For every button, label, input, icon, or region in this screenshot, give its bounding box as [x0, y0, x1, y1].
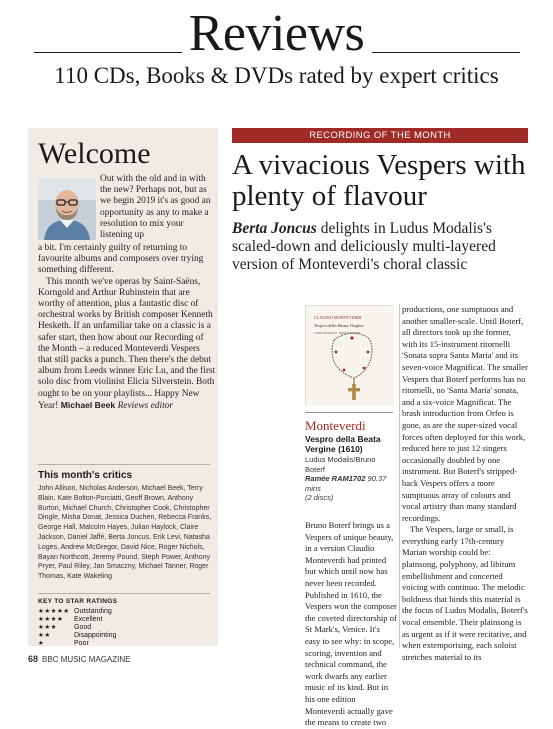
star-icon: ★★ [38, 632, 51, 639]
masthead [0, 0, 553, 100]
star-icon: ★ [38, 640, 45, 647]
ratings-divider [38, 593, 210, 594]
cd-info-divider [305, 412, 393, 413]
cd-discs: (2 discs) [305, 493, 334, 502]
welcome-body [38, 243, 216, 412]
welcome-paragraph-2-text: This month we've operas by Saint-Saëns, Korngold and Arthur Rubinstein that are worthy of attention, plus a fantastic disc of orchestral works by British composer Kenneth Hesketh. If an unfamiliar take on a classic is a safer start, then how about our Recording of the Month – a reduced Monteverdi Vespers that still packs a punch. Then there's the debut album from Leeds winner Eric Lu, and the first solo disc from violinist Elicia Silverstein. Both ought to be on your playlists... Happy New Year! [38, 276, 216, 411]
critics-list: John Allison, Nicholas Anderson, Michael Beek, Terry Blain, Kate Bolton-Porciatti, Geoff Brown, Anthony Burton, Michael Church, Christopher Cook, Christopher Dingle, Misha Donat, Jessica Duchen, Rebecca Franks, George Hall, Malcolm Hayes, Julian Haylock, Claire Jackson, Daniel Jaffé, Berta Joncus, Erik Levi, Natasha Loges, Andrew McGregor, David Nice, Roger Nichols, Bayan Northcott, Jeremy Pound, Steph Power, Anthony Pryer, Paul Riley, Jan Smaczny, Michael Tanner, Roger Thomas, Kate Wakeling [38, 485, 212, 581]
cover-composer: CLAUDIO MONTEVERDI [314, 315, 362, 320]
rating-label: Disappointing [74, 632, 117, 639]
welcome-paragraph-2 [38, 277, 216, 412]
album-cover-art [306, 306, 394, 406]
editor-portrait [38, 178, 96, 240]
star-icon: ★★★★★ [38, 608, 70, 615]
critics-heading: This month's critics [38, 470, 133, 481]
page-number: 68 [28, 654, 39, 664]
cover-work: Vespro della Beata Vergine [314, 323, 364, 328]
review-standfirst [232, 220, 528, 274]
cd-duration: 90.37 mins [305, 474, 387, 493]
rating-row [38, 640, 89, 648]
welcome-heading: Welcome [38, 137, 151, 170]
rating-label: Good [74, 624, 92, 631]
cd-label: Ramée RAM1702 [305, 474, 366, 483]
standfirst-text: delights in Ludus Modalis's scaled-down and deliciously multi-layered version of Monteverdi's choral classic [232, 220, 496, 273]
column-separator [399, 304, 400, 648]
page-footer [28, 654, 130, 664]
cd-composer: Monteverdi [305, 418, 366, 433]
star-icon: ★★★ [38, 624, 57, 631]
recording-of-month-banner: RECORDING OF THE MONTH [232, 128, 528, 143]
welcome-sidebar [28, 128, 218, 646]
cd-work-title: Vespro della Beata Vergine (1610) [305, 434, 381, 454]
welcome-intro-continued: a bit. I'm certainly guilty of returning to favourite albums and composers over trying something different. [38, 243, 204, 276]
ratings-heading: KEY TO STAR RATINGS [38, 598, 118, 605]
rating-label: Poor [74, 640, 89, 647]
publication-name: BBC MUSIC MAGAZINE [42, 655, 131, 664]
review-headline: A vivacious Vespers with plenty of flavour [232, 149, 526, 212]
cover-performers: LUDUS MODALIS · BRUNO BOTERF [314, 332, 361, 335]
rating-label: Excellent [74, 616, 103, 623]
review-column-1: Bruno Boterf brings us a Vespers of unique beauty, in a version Claudio Monteverdi had printed but which until now has never been recorded. Published in 1610, the Vespers won the composer the coveted directorship of St Mark's, Venice. It's easy to see why: in scope, scoring, invention and technical command, the work dwarfs any earlier music of its kind. But in his one edition Monteverdi actually gave the means to create two [305, 520, 397, 728]
rating-row [38, 632, 116, 640]
masthead-rule-right [372, 52, 520, 53]
review-author: Berta Joncus [232, 220, 317, 237]
review-column-2 [402, 304, 528, 663]
rating-row [38, 608, 112, 616]
review-paragraph: productions, one sumptuous and another smaller-scale. Until Boterf, all directors took up the former, with its 15-instrument ritornelli 'Sonata sopra Santa Maria' and its seven-voice Magnificat. The smaller Vespers that Boterf performs has no ritornelli, no 'Santa Maria' sonata, and a six-voice Magnificat. The brash introduction from Orfeo is gone, as are the super-sized vocal forces often deployed for this work, reduced here to just 12 singers occasionally doubled by one instrument. But Boterf's stripped-back Vespers offers a more sumptuous array of colours and vocal artistry than many standard recordings. [402, 304, 528, 523]
cd-details [305, 455, 397, 503]
critics-divider [38, 464, 210, 465]
review-paragraph: The Vespers, large or small, is everything early 17th-century Marian worship could be: plainsong, polyphony, ad libitum embellishment and concerted voicing with continuo. The melodic boldness that binds this material is the focus of Ludus Modalis, Boterf's vocal ensemble. Their plainsong is as urgent as if it were recitative, and when extemporising, each soloist stretches material to its [402, 524, 528, 662]
editor-role: Reviews editor [117, 400, 174, 411]
page-title: Reviews [188, 5, 365, 62]
star-icon: ★★★★ [38, 616, 64, 623]
rating-row [38, 616, 102, 624]
rating-row [38, 624, 91, 632]
page-subtitle: 110 CDs, Books & DVDs rated by expert critics [54, 63, 499, 88]
rating-label: Outstanding [74, 608, 112, 615]
editor-signature: Michael Beek [60, 399, 116, 410]
cd-catalogue [305, 474, 397, 493]
welcome-intro: Out with the old and in with the new? Perhaps not, but as we begin 2019 it's as good an opportunity as any to make a resolution to mix your listening up [100, 174, 211, 241]
cd-artists: Ludus Modalis/Bruno Boterf [305, 455, 376, 474]
editor-portrait-illustration [38, 178, 96, 240]
album-cover [305, 305, 393, 405]
